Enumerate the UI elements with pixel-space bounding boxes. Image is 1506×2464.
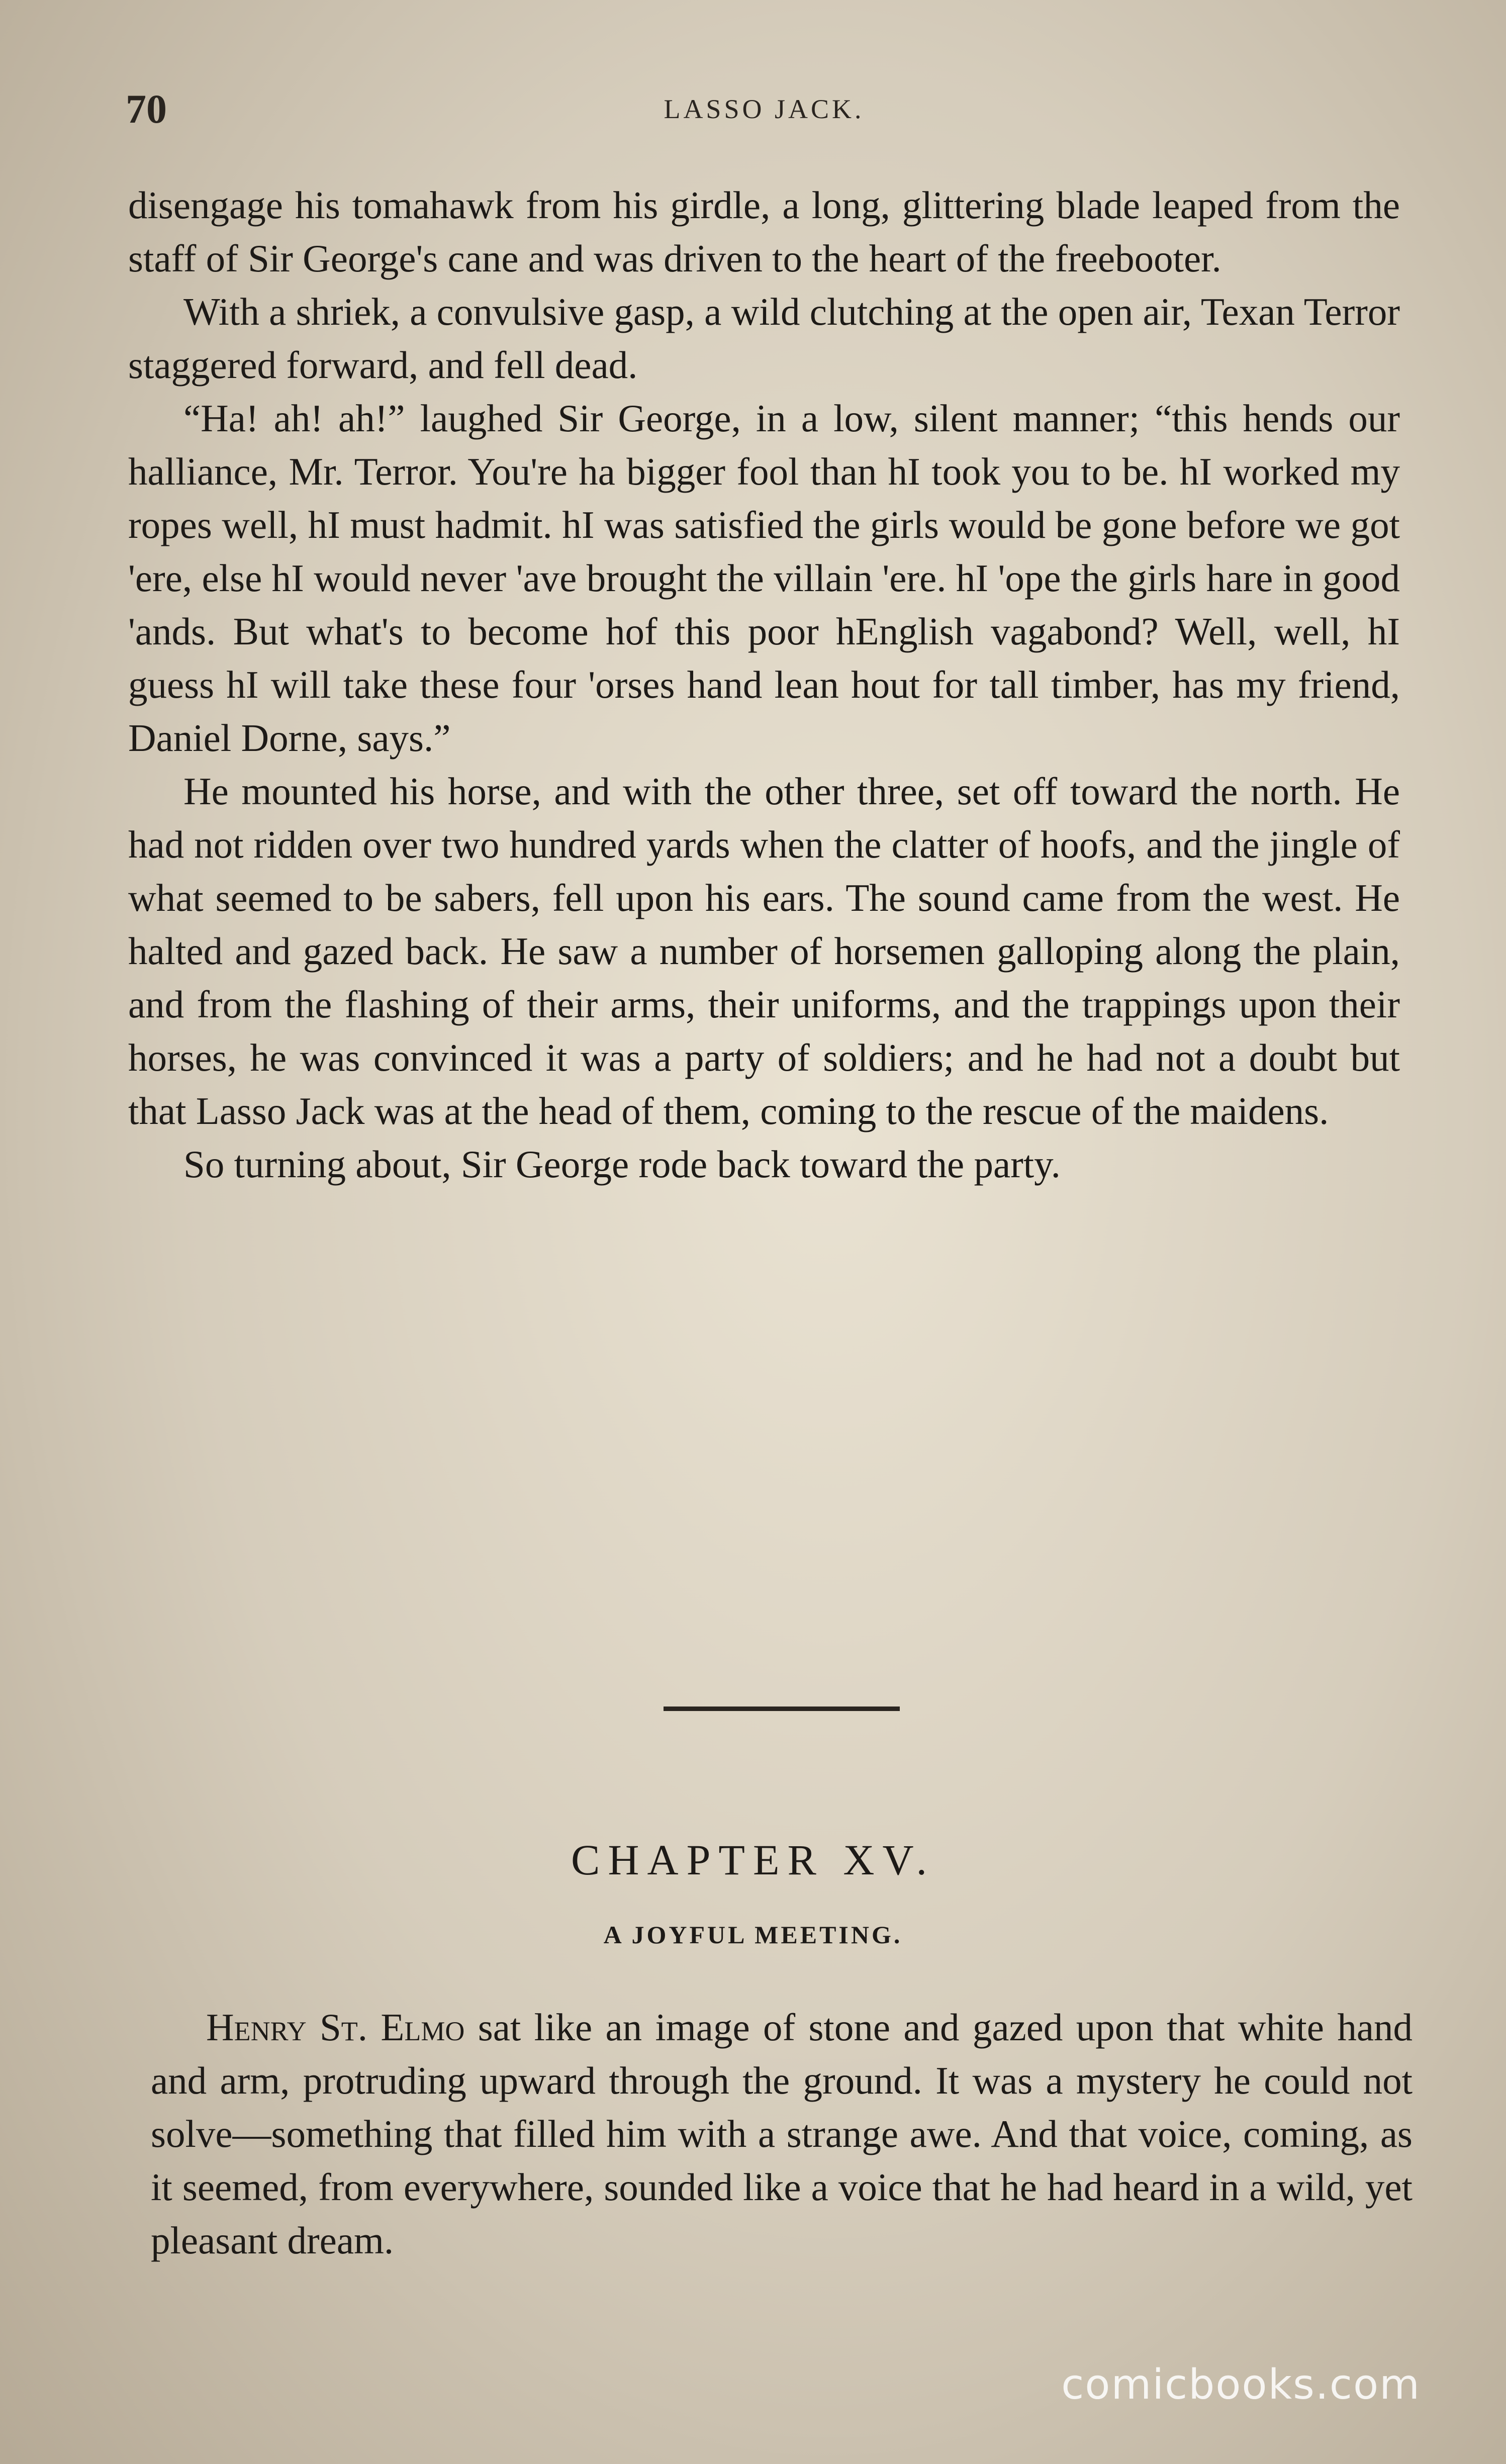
page-header [126, 80, 1402, 136]
opening-words: Henry St. Elmo [206, 2006, 465, 2049]
paragraph: He mounted his horse, and with the other three, set off toward the north. He had not ridden over two hundred yards when the clatter of hoofs, and the jingle of what seemed to be sabers, fell upon his ears. The sound came from the west. He halted and gazed back. He saw a number of horsemen galloping along the plain, and from the flashing of their arms, their uniforms, and the trappings upon their horses, he was convinced it was a party of soldiers; and he had not a doubt but that Lasso Jack was at the head of them, coming to the rescue of the maidens. [128, 770, 1400, 1132]
paragraph: With a shriek, a convulsive gasp, a wild clutching at the open air, Texan Terror staggered forward, and fell dead. [128, 290, 1400, 387]
paragraph: “Ha! ah! ah!” laughed Sir George, in a low, silent manner; “this hends our halliance, Mr. Terror. You're ha bigger fool than hI took you to be. hI worked my ropes well, hI must hadmit. hI was satisfied the girls would be gone before we got 'ere, else hI would never 'ave brought the villain 'ere. hI 'ope the girls hare in good 'ands. But what's to become hof this poor hEnglish vagabond? Well, well, hI guess hI will take these four 'orses hand lean hout for tall timber, has my friend, Daniel Dorne, says.” [128, 397, 1400, 760]
chapter-subtitle: A JOYFUL MEETING. [603, 1921, 903, 1949]
running-head: LASSO JACK. [664, 94, 865, 124]
chapter-xiv-ending [128, 178, 1400, 1191]
chapter-xv-opening [151, 2001, 1413, 2267]
paragraph: So turning about, Sir George rode back toward the party. [183, 1143, 1061, 1186]
opening-text: sat like an image of stone and gazed upon that white hand and arm, protruding upward through the ground. It was a mystery he could not solve—something that filled him with a strange awe. And that voice, coming, as it seemed, from everywhere, sounded like a voice that he had heard in a wild, yet pleasant dream. [151, 2006, 1413, 2262]
page-number: 70 [126, 86, 167, 132]
chapter-title: CHAPTER XV. [571, 1836, 935, 1884]
section-divider [664, 1707, 900, 1711]
watermark: comicbooks.com [1061, 2361, 1421, 2409]
paragraph-continued: disengage his tomahawk from his girdle, a long, glittering blade leaped from the staff of Sir George's cane and was driven to the heart of the freebooter. [128, 183, 1400, 280]
chapter-opening-paragraph [151, 2001, 1413, 2267]
